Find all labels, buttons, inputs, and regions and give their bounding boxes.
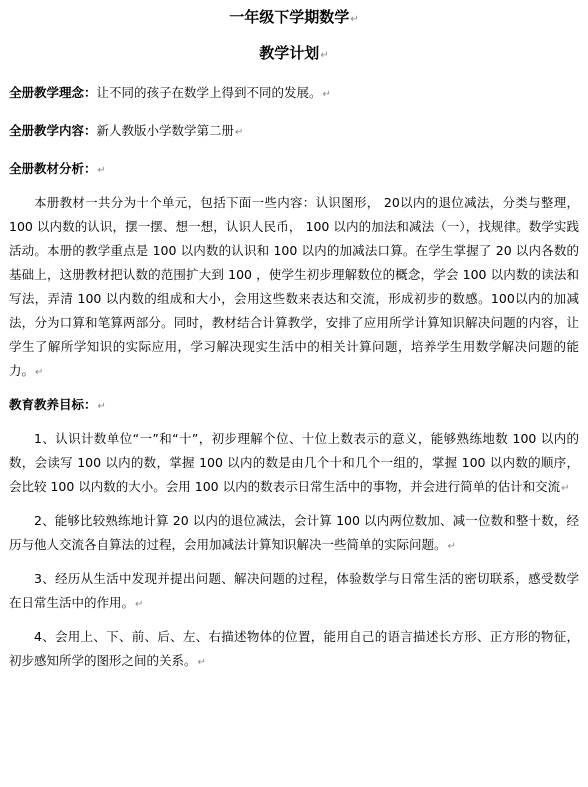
goal-item-3 [9,567,579,617]
paragraph-mark-icon: ↵ [97,401,106,412]
philosophy-line [9,83,579,105]
goal-item-1 [9,427,579,501]
content-line [9,121,579,143]
analysis-label: 全册教材分析： [9,161,97,176]
paragraph-mark-icon: ↵ [447,541,456,552]
paragraph-mark-icon: ↵ [322,89,331,100]
goal-item-text: 3、经历从生活中发现并提出问题、解决问题的过程，体验数学与日常生活的密切联系，感受数学在日常生活中的作用。 [9,571,579,610]
document-title-text: 一年级下学期数学 [229,8,350,26]
document-subtitle-text: 教学计划 [259,44,320,62]
goal-item-text: 4、会用上、下、前、后、左、右描述物体的位置，能用自己的语言描述长方形、正方形的物征，初步感知所学的图形之间的关系。 [9,629,579,668]
paragraph-mark-icon: ↵ [97,165,106,176]
analysis-body: 本册教材一共分为十个单元，包括下面一些内容：认识图形， 20以内的退位减法，分类与整理，100 以内数的认识，摆一摆、想一想，认识人民币， 100 以内的加法和减法（一），找规律。数学实践活动。本册的教学重点是 100 以内数的认识和 100 以内的加减法口算。在学生掌握了 20 以内各数的基础上，这册教材把认数的范围扩大到 100 ，使学生初步理解数位的概念，学会 100 以内数的读法和写法，弄清 100 以内数的组成和大小，会用这些数来表达和交流，形成初步的数感。100以内的加减法，分为口算和笔算两部分。同时，教材结合计算教学，安排了应用所学计算知识解决问题的内容，让学生了解所学知识的实际应用，学习解决现实生活中的相关计算问题，培养学生用数学解决问题的能力。 [9,195,579,378]
goal-item-2 [9,509,579,559]
paragraph-mark-icon: ↵ [235,127,244,138]
paragraph-mark-icon: ↵ [561,483,570,494]
analysis-heading [9,159,579,181]
goal-item-text: 1、认识计数单位“一”和“十”，初步理解个位、十位上数表示的意义，能够熟练地数 100 以内的数，会读写 100 以内的数，掌握 100 以内的数是由几个十和几个一组的，掌握 100 以内数的顺序，会比较 100 以内数的大小。会用 100 以内的数表示日常生活中的事物，并会进行简单的估计和交流 [9,431,579,494]
document-subtitle [9,43,579,66]
paragraph-mark-icon: ↵ [197,657,206,668]
paragraph-mark-icon: ↵ [350,14,359,25]
analysis-paragraph [9,191,579,385]
philosophy-text: 让不同的孩子在数学上得到不同的发展。 [96,85,322,100]
content-text: 新人教版小学数学第二册 [96,123,235,138]
paragraph-mark-icon: ↵ [320,50,329,61]
goals-label: 教育教养目标： [9,397,97,412]
paragraph-mark-icon: ↵ [35,367,44,378]
paragraph-mark-icon: ↵ [135,599,144,610]
content-label: 全册教学内容： [9,123,97,138]
document-title [9,7,579,30]
philosophy-label: 全册教学理念： [9,85,97,100]
goals-heading [9,395,579,417]
goal-item-4 [9,625,579,675]
goal-item-text: 2、能够比较熟练地计算 20 以内的退位减法，会计算 100 以内两位数加、减一位数和整十数，经历与他人交流各自算法的过程，会用加减法计算知识解决一些简单的实际问题。 [9,513,579,552]
